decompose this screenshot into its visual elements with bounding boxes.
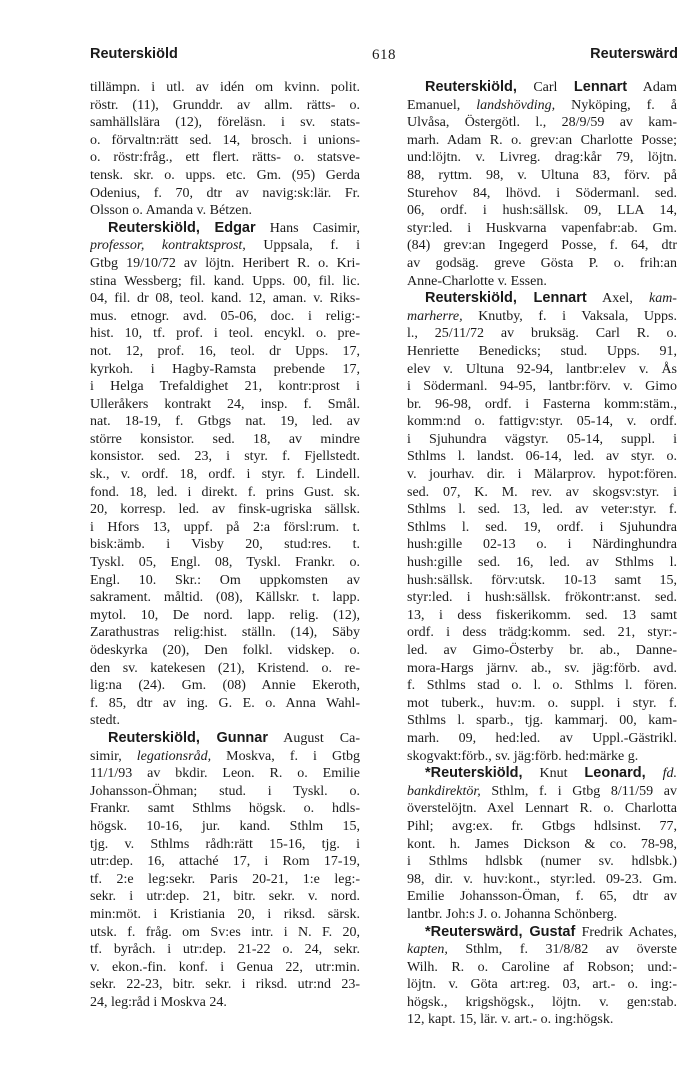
text-line (407, 765, 677, 783)
text-line (90, 114, 360, 132)
text-line (90, 589, 360, 607)
text-segment: mus. etnogr. avd. 05-06, doc. i relig:- (90, 308, 360, 324)
text-segment: Sthlms l. landst. 06-14, led. av styr. o. (407, 449, 677, 465)
text-line (90, 572, 360, 590)
text-segment: samhällslära (12), föreläsn. i sv. stats- (90, 115, 360, 131)
text-line (90, 484, 360, 502)
text-line (407, 431, 677, 449)
text-line (90, 888, 360, 906)
text-segment: Zarathustras relig:hist. ställn. (14), Säby (90, 625, 360, 641)
text-segment: 12, kapt. 15, lär. v. art.- o. ing:högsk. (407, 1012, 614, 1028)
right-column (407, 79, 677, 1029)
text-segment: f. 85, dtr av ing. G. E. o. Anna Wahl- (90, 695, 360, 711)
text-segment: sekr. i utr:dep. 21, bitr. sekr. v. nord. (90, 889, 360, 905)
text-segment: ordf. i dess trädg:komm. sed. 21, styr:- (407, 625, 677, 641)
text-segment: 13, i dess fiskerikomm. sed. 13 samt (407, 607, 677, 623)
text-segment: Knutby, f. i Vaksala, Upps. (462, 308, 677, 324)
text-segment: Tyskl. 05, Engl. 08, Tyskl. Frankr. o. (90, 555, 360, 571)
text-segment: 98, dir. v. huv:kont., styr:led. 09-23. Gm. (407, 871, 677, 887)
text-segment: l., 25/11/72 av bruksäg. Carl R. o. (407, 326, 677, 342)
text-line (407, 836, 677, 854)
text-segment: styr:led. i hush:sällsk. frökontr:anst. sed. (407, 590, 677, 606)
text-segment: större konsistor. sed. 18, av mindre (90, 431, 360, 447)
entry-heading: *Reuterswärd, Gustaf (425, 923, 576, 940)
text-segment: högsk., krigshögsk., löjtn. v. gen:stab. (407, 994, 677, 1010)
text-segment: 04, fil. dr 08, teol. kand. 12, aman. v. Riks- (90, 291, 360, 307)
text-segment: i Hfors 13, uppf. på 2:a försl:rum. t. (90, 519, 360, 535)
text-line (90, 642, 360, 660)
italic-text: bankdirektör, (407, 783, 481, 799)
text-line (407, 484, 677, 502)
text-line (407, 1011, 677, 1029)
text-segment: mora-Hargs järnv. ab., sv. jäg:förb. avd. (407, 660, 677, 676)
text-line (407, 624, 677, 642)
text-segment: högsk. 10-16, jur. kand. Sthlm 15, (90, 818, 360, 834)
text-line (90, 220, 360, 238)
text-line (407, 906, 677, 924)
text-line (90, 906, 360, 924)
text-line (90, 748, 360, 766)
text-line (407, 501, 677, 519)
text-line (90, 976, 360, 994)
entry-heading: Reuterskiöld, Edgar (108, 219, 256, 236)
text-segment: Engl. 10. Skr.: Om uppkomsten av (90, 572, 360, 588)
text-line (90, 853, 360, 871)
text-segment: v. jourhav. dir. i Mälarprov. hypot:fören. (407, 467, 677, 483)
text-line (90, 273, 360, 291)
text-line (407, 941, 677, 959)
text-segment: lantbr. Joh:s J. o. Johanna Schönberg. (407, 906, 618, 922)
text-line (90, 519, 360, 537)
text-segment: 11/1/93 av bkdir. Leon. R. o. Emilie (90, 766, 360, 782)
text-segment: hush:gille sed. 16, led. av Sthlms l. (407, 555, 677, 571)
text-segment: Hans Casimir, (255, 220, 360, 236)
text-segment: stedt. (90, 713, 120, 729)
page-header (90, 46, 678, 66)
text-segment: Henriette Benedicks; stud. Upps. 91, (407, 343, 677, 359)
text-line (407, 607, 677, 625)
text-line (90, 924, 360, 942)
text-segment: Sturehov 84, lhövd. i Södermanl. sed. (407, 185, 677, 201)
text-segment: sed. 07, K. M. rev. av skogsv:styr. i (407, 484, 677, 500)
italic-text: legationsråd, (136, 748, 212, 764)
text-segment: kyrkoh. i Hagby-Ramsta prebende 17, (90, 361, 360, 377)
text-segment: Emanuel, (407, 97, 477, 113)
text-line (90, 695, 360, 713)
left-column (90, 79, 360, 1011)
text-line (407, 660, 677, 678)
text-line (90, 607, 360, 625)
running-head-right: Reuterswärd (590, 46, 678, 62)
text-line (407, 519, 677, 537)
text-segment: överstelöjtn. Axel Lennart R. o. Charlotta (407, 801, 677, 817)
text-segment: 20, korresp. led. av finsk-ugriska sällsk. (90, 502, 360, 518)
text-line (407, 202, 677, 220)
text-segment: o. röstr:fråg., ett flert. rätts- o. statsve- (90, 150, 360, 166)
text-segment: tillämpn. i utl. av idén om kvinn. polit. (90, 80, 360, 95)
text-line (90, 994, 360, 1012)
text-line (407, 290, 677, 308)
text-line (407, 748, 677, 766)
text-line (407, 695, 677, 713)
text-line (407, 959, 677, 977)
text-line (90, 466, 360, 484)
text-segment: mytol. 10, De nord. lapp. relig. (12), (90, 607, 360, 623)
text-line (407, 97, 677, 115)
text-line (90, 97, 360, 115)
text-line (90, 765, 360, 783)
text-line (407, 343, 677, 361)
text-segment: röstr. (11), Grunddr. av allm. rätts- o. (90, 97, 360, 113)
text-segment: tensk. skr. o. upps. etc. Gm. (95) Gerda (90, 167, 360, 183)
text-segment: Nyköping, f. å (555, 97, 677, 113)
text-segment: Anne-Charlotte v. Essen. (407, 273, 547, 289)
text-segment: min:möt. i Kristiania 20, i riksd. särsk. (90, 906, 360, 922)
text-line (407, 589, 677, 607)
text-line (407, 677, 677, 695)
text-line (90, 361, 360, 379)
text-line (90, 167, 360, 185)
text-line (90, 448, 360, 466)
text-segment: tjg. v. Sthlms rådh:rätt 15-16, tjg. i (90, 836, 360, 852)
text-segment: i Sjuhundra vägstyr. 05-14, suppl. i (407, 431, 677, 447)
text-segment: i Södermanl. 94-95, lantbr:förv. v. Gimo (407, 379, 677, 395)
text-segment: bisk:ämb. i Visby 20, stud:res. t. (90, 537, 360, 553)
text-segment: Johansson-Öhman; stud. i Tyskl. o. (90, 783, 360, 799)
text-line (407, 712, 677, 730)
text-segment: hush:gille 02-13 o. i Närdinghundra (407, 537, 677, 553)
text-line (90, 255, 360, 273)
text-segment: Moskva, f. i Gtbg (211, 748, 360, 764)
text-segment: br. 96-98, ordf. i Fasterna komm:stäm., (407, 396, 677, 412)
text-line (407, 554, 677, 572)
text-line (407, 396, 677, 414)
text-segment: Frankr. samt Sthlms högsk. o. hdls- (90, 801, 360, 817)
text-line (90, 660, 360, 678)
text-line (90, 959, 360, 977)
text-segment: not. 12, prof. 16, teol. dr Upps. 17, (90, 343, 360, 359)
text-segment: Adam (627, 80, 677, 95)
text-line (407, 853, 677, 871)
text-segment: stina Wessberg; fil. kand. Upps. 00, fil. lic. (90, 273, 360, 289)
text-line (90, 871, 360, 889)
text-line (90, 185, 360, 203)
text-line (90, 536, 360, 554)
text-line (90, 290, 360, 308)
page-number: 618 (372, 47, 396, 63)
entry-heading: Leonard, (584, 765, 646, 782)
text-segment: komm:nd o. fattigv:styr. 05-14, v. ordf. (407, 414, 677, 430)
text-segment: styr:led. i Huskvarna vapenfabr:ab. Gm. (407, 220, 677, 236)
text-segment: simir, (90, 748, 137, 764)
italic-text: kam- (648, 291, 677, 307)
text-segment: Sthlms l. sed. 13, led. av veter:styr. f. (407, 502, 677, 518)
text-segment: Sthlms l. sed. 19, ordf. i Sjuhundra (407, 519, 677, 535)
text-segment: ödeskyrka (20), Den folkl. vidskep. o. (90, 643, 360, 658)
text-line (90, 783, 360, 801)
running-head-left: Reuterskiöld (90, 46, 178, 62)
text-segment: Carl (516, 80, 574, 95)
italic-text: fd. (662, 766, 677, 782)
text-line (407, 888, 677, 906)
text-segment: led. av Gimo-Österby br. ab., Danne- (407, 643, 677, 658)
text-segment: av godsäg. greve Gösta P. o. frih:an (407, 255, 677, 271)
text-line (90, 836, 360, 854)
text-segment: hush:sällsk. förv:utsk. 10-13 samt 15, (407, 572, 677, 588)
text-line (407, 976, 677, 994)
text-segment: lig:na (24). Gm. (08) Annie Ekeroth, (90, 678, 360, 694)
text-segment: Gtbg 19/10/72 av löjtn. Heribert R. o. Kri- (90, 255, 360, 271)
text-segment: sk., v. ordf. 18, ordf. i styr. f. Lindell. (90, 467, 360, 483)
entry-heading: Reuterskiöld, Gunnar (108, 729, 268, 746)
text-line (90, 413, 360, 431)
text-line (90, 202, 360, 220)
text-line (407, 114, 677, 132)
text-segment: Sthlm, f. i Gtbg 8/11/59 av (480, 783, 677, 799)
text-segment: elev v. Ultuna 92-94, lantbr:elev v. Ås (407, 361, 677, 377)
text-line (407, 273, 677, 291)
text-line (90, 325, 360, 343)
text-line (90, 730, 360, 748)
text-line (90, 237, 360, 255)
text-line (407, 237, 677, 255)
text-segment: den sv. katekesen (21), Kristend. o. re- (90, 660, 360, 676)
text-segment: 88, ryttm. 98, v. Ultuna 83, förv. på (407, 167, 677, 183)
text-line (407, 448, 677, 466)
text-segment: Wilh. R. o. Caroline af Robson; und:- (407, 959, 677, 975)
text-line (407, 325, 677, 343)
text-segment: Sthlm, f. 31/8/82 av överste (447, 942, 677, 958)
text-line (407, 924, 677, 942)
text-line (407, 572, 677, 590)
text-segment: Olsson o. Amanda v. Bétzen. (90, 203, 253, 219)
text-segment: i Helga Trefaldighet 21, kontr:prost i (90, 379, 360, 395)
text-line (407, 308, 677, 326)
text-segment: Ulleråkers kontrakt 24, insp. f. Smål. (90, 396, 360, 412)
text-line (90, 677, 360, 695)
text-line (90, 501, 360, 519)
text-line (407, 361, 677, 379)
text-segment: 06, ordf. i hush:sällsk. 09, LLA 14, (407, 203, 677, 219)
text-line (407, 642, 677, 660)
text-segment: Pihl; avg:ex. fr. Gtbgs hdlsinst. 77, (407, 818, 677, 834)
text-line (90, 396, 360, 414)
text-segment: marh. 09, hed:led. av Uppl.-Gästrikl. (407, 730, 677, 746)
text-segment: 24, leg:råd i Moskva 24. (90, 994, 227, 1010)
text-segment: o. förvaltn:rätt sed. 14, brosch. i unions- (90, 132, 360, 148)
entry-heading: Reuterskiöld, Lennart (425, 290, 587, 307)
text-segment: utsk. f. fråg. om Sv:es intr. i N. F. 20, (90, 924, 360, 940)
text-segment: Odenius, f. 70, dtr av navig:sk:lär. Fr. (90, 185, 360, 201)
text-line (407, 783, 677, 801)
text-line (90, 941, 360, 959)
text-segment: kont. h. James Dickson & co. 78-98, (407, 836, 677, 852)
text-segment: marh. Adam R. o. grev:an Charlotte Posse; (407, 132, 677, 148)
text-segment: Sthlms l. sparb., tjg. kammarj. 00, kam- (407, 713, 677, 729)
text-segment: und:löjtn. v. Livreg. drag:kår 79, löjtn. (407, 150, 677, 166)
text-line (407, 994, 677, 1012)
text-line (90, 800, 360, 818)
text-line (407, 132, 677, 150)
text-line (90, 79, 360, 97)
text-segment: Axel, (586, 291, 649, 307)
text-line (407, 167, 677, 185)
text-segment: mot tuberk., huv:m. o. suppl. i styr. f. (407, 695, 677, 711)
text-line (90, 818, 360, 836)
text-segment: fond. 18, led. i direkt. f. prins Gust. sk. (90, 484, 360, 500)
text-segment: v. ekon.-fin. konf. i Genua 22, utr:min. (90, 959, 360, 975)
text-segment (646, 766, 663, 781)
text-line (90, 132, 360, 150)
text-line (407, 818, 677, 836)
text-line (407, 800, 677, 818)
text-segment: nat. 18-19, f. Gtbgs nat. 19, led. av (90, 414, 360, 430)
text-segment: skogvakt:förb., sv. jäg:förb. hed:märke g. (407, 748, 639, 764)
text-line (407, 871, 677, 889)
text-segment: tf. byråch. i utr:dep. 21-22 o. 24, sekr. (90, 942, 360, 958)
italic-text: landshövding, (476, 97, 556, 113)
text-segment: Knut (522, 766, 585, 782)
text-line (407, 730, 677, 748)
text-segment: hist. 10, tf. prof. i teol. encykl. o. pre- (90, 326, 360, 342)
text-line (90, 308, 360, 326)
text-line (407, 413, 677, 431)
entry-heading: Lennart (573, 79, 628, 95)
text-line (407, 79, 677, 97)
text-segment: konsistor. sed. 23, i styr. f. Fjellstedt. (90, 449, 360, 465)
text-line (90, 431, 360, 449)
text-segment: Fredrik Achates, (575, 924, 677, 940)
entry-heading: Reuterskiöld, (425, 79, 517, 95)
text-line (407, 536, 677, 554)
text-line (407, 466, 677, 484)
text-line (407, 220, 677, 238)
text-segment: Emilie Johansson-Öman, f. 65, dtr av (407, 889, 677, 905)
text-line (90, 712, 360, 730)
italic-text: professor, kontraktsprost, (90, 238, 246, 254)
italic-text: kapten, (407, 942, 448, 958)
text-line (90, 554, 360, 572)
text-segment: sekr. 22-23, bitr. sekr. i riksd. utr:nd 23- (90, 977, 360, 993)
text-line (90, 624, 360, 642)
text-segment: tf. 2:e leg:sekr. Paris 20-21, 1:e leg:- (90, 871, 360, 887)
entry-heading: *Reuterskiöld, (425, 765, 523, 782)
text-segment: utr:dep. 16, attaché 17, i Rom 17-19, (90, 854, 360, 870)
text-line (90, 343, 360, 361)
text-line (90, 149, 360, 167)
text-line (407, 185, 677, 203)
text-line (407, 255, 677, 273)
text-line (407, 378, 677, 396)
text-segment: August Ca- (268, 730, 360, 746)
text-segment: i Sthlms hdlsbk (numer sv. hdlsbk.) (407, 854, 677, 870)
text-line (90, 378, 360, 396)
text-segment: Uppsala, f. i (245, 238, 360, 254)
text-line (407, 149, 677, 167)
text-segment: Ulvåsa, Östergötl. l., 28/9/59 av kam- (407, 115, 677, 131)
text-segment: sakrament. måltid. (08), Källskr. t. lapp. (90, 590, 360, 606)
italic-text: marherre, (407, 308, 463, 324)
text-segment: (84) grev:an Ingegerd Posse, f. 64, dtr (407, 238, 677, 254)
text-segment: löjtn. v. Göta art:reg. 03, art.- o. ing:- (407, 977, 677, 993)
text-segment: f. Sthlms stad o. l. o. Sthlms l. fören. (407, 678, 677, 694)
